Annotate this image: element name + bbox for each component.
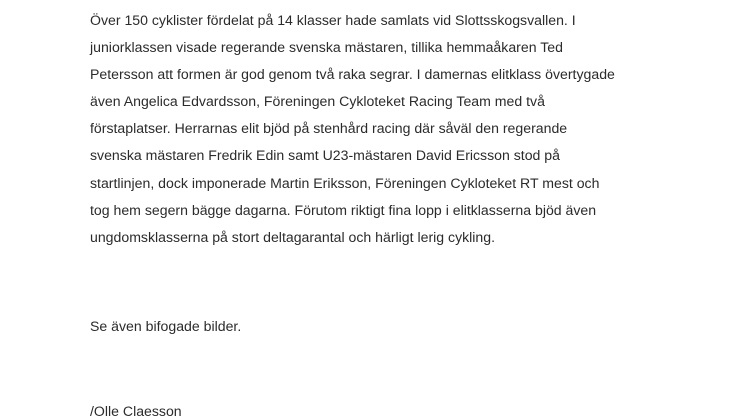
author-signature: /Olle Claesson [90, 403, 182, 419]
article-line: Petersson att formen är god genom två raka segrar. I damernas elitklass övertygade [90, 66, 615, 83]
article-body [90, 7, 710, 251]
article-line: tog hem segern bägge dagarna. Förutom riktigt fina lopp i elitklasserna bjöd även [90, 201, 597, 218]
article-line: svenska mästaren Fredrik Edin samt U23-mästaren David Ericsson stod på [90, 147, 560, 164]
article-line: ungdomsklasserna på stort deltagarantal och härligt lerig cykling. [90, 228, 496, 245]
article-line: Över 150 cyklister fördelat på 14 klasser hade samlats vid Slottsskogsvallen. I [90, 12, 576, 28]
see-attached-images-note: Se även bifogade bilder. [90, 318, 242, 334]
article-line: juniorklassen visade regerande svenska mästaren, tillika hemmaåkaren Ted [90, 39, 563, 56]
article-line: förstaplatser. Herrarnas elit bjöd på stenhård racing där såväl den regerande [90, 120, 568, 137]
article-line: startlinjen, dock imponerade Martin Eriksson, Föreningen Cykloteket RT mest och [90, 174, 600, 191]
article-line: även Angelica Edvardsson, Föreningen Cykloteket Racing Team med två [90, 93, 545, 110]
